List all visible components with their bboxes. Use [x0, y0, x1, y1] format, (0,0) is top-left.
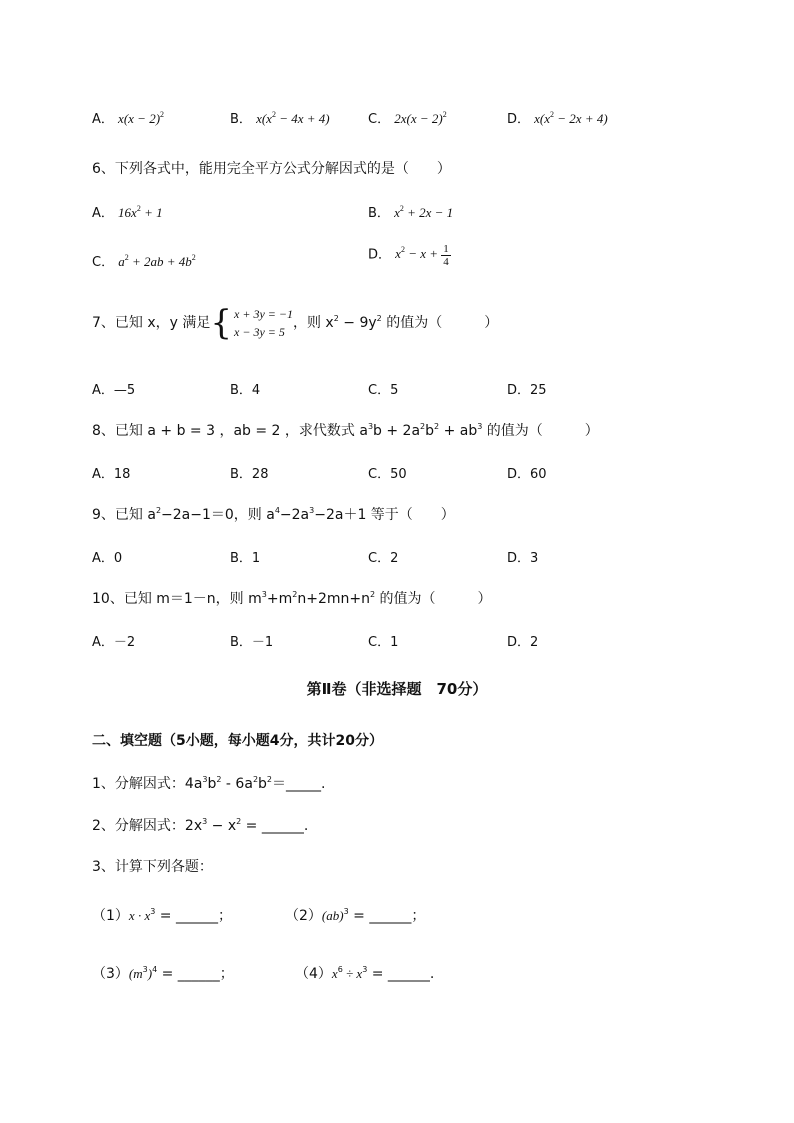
exponent: 2	[136, 204, 141, 213]
exponent: 3	[477, 422, 483, 431]
expr-part: x · x	[128, 908, 151, 923]
sub-label: （2）	[285, 908, 322, 924]
q8-option-b: B．28	[230, 467, 269, 482]
q9-option-a: A．0	[92, 551, 123, 566]
section-title: 第Ⅱ卷（非选择题 70分）	[306, 680, 488, 698]
option-letter: A．	[92, 112, 114, 127]
exponent: 3	[142, 965, 148, 974]
stem-text: −2a	[279, 507, 310, 523]
fill-question-3-4	[295, 963, 434, 983]
exponent: 2	[420, 422, 426, 431]
stem-text: 2、分解因式：2x	[92, 818, 203, 834]
exponent: 2	[191, 253, 196, 262]
option-expression	[534, 111, 608, 126]
exponent: 2	[292, 590, 298, 599]
q8-option-c: C．50	[368, 467, 407, 482]
expr-part: ÷ x	[342, 966, 363, 981]
exponent: 2	[216, 775, 222, 784]
q7-option-d: D．25	[507, 383, 547, 398]
exponent: 2	[400, 245, 405, 255]
stem-text: 7、已知 x，y 满足	[92, 315, 211, 331]
q8-stem	[92, 420, 599, 440]
exponent: 2	[376, 314, 382, 323]
q5-option-d	[507, 108, 608, 127]
option-expression	[256, 111, 330, 126]
q8-option-d: D．60	[507, 467, 547, 482]
exponent: 2	[160, 110, 165, 119]
brace-icon: {	[210, 303, 233, 343]
expr-part: − 2x + 4)	[554, 111, 608, 126]
expr-part: − x +	[404, 246, 442, 262]
answer-blank: = ______；	[155, 908, 232, 924]
exponent: 2	[399, 204, 404, 213]
stem-text: 1、分解因式：4a	[92, 776, 203, 792]
option-letter: C．	[368, 112, 391, 127]
stem-text: b	[425, 423, 435, 439]
fill-question-3-2	[285, 905, 425, 925]
q9-option-c: C．2	[368, 551, 399, 566]
exponent: 3	[202, 775, 208, 784]
exponent: 2	[271, 110, 276, 119]
q7-stem	[92, 305, 498, 341]
exponent: 6	[337, 965, 343, 974]
stem-text: − 9y	[338, 315, 377, 331]
q9-stem	[92, 504, 455, 524]
stem-text: 的值为（ ）	[482, 423, 599, 439]
stem-text: −2a−1＝0，则 a	[161, 507, 275, 523]
exponent: 3	[261, 590, 267, 599]
stem-text: b + 2a	[373, 423, 421, 439]
stem-text: n+2mn+n	[297, 591, 370, 607]
stem-text: −2a＋1 等于（ ）	[314, 507, 455, 523]
exponent: 2	[252, 775, 259, 784]
q9-option-d: D．3	[507, 551, 539, 566]
sub-label: （1）	[92, 908, 129, 924]
exponent: 3	[362, 965, 368, 974]
numerator: 1	[443, 243, 449, 255]
expr-part: 16x	[118, 205, 137, 220]
exponent: 4	[274, 506, 280, 515]
sub-label: （4）	[295, 966, 332, 982]
fill-question-3-1	[92, 905, 232, 925]
exponent: 2	[124, 253, 129, 262]
q5-option-b	[230, 108, 330, 127]
stem-text: + ab	[439, 423, 478, 439]
expr-part: x(x	[534, 111, 551, 126]
exponent: 3	[309, 506, 315, 515]
expr-part: 2x(x − 2)	[394, 111, 443, 126]
exponent: 3	[202, 817, 208, 826]
q6-option-a	[92, 202, 163, 221]
q6-option-b	[368, 202, 453, 221]
equation-1: x + 3y = −1	[234, 307, 293, 321]
expr-part: x(x − 2)	[118, 111, 161, 126]
q10-option-b: B．－1	[230, 635, 274, 650]
q5-option-a	[92, 108, 164, 127]
exponent: 2	[236, 817, 242, 826]
expr-part: (m	[128, 966, 143, 981]
denominator: 4	[443, 256, 449, 268]
option-letter: C．	[92, 255, 115, 270]
expr-part: (ab)	[321, 908, 344, 923]
answer-blank: = ______；	[157, 966, 234, 982]
fill-question-2	[92, 815, 308, 835]
fill-question-3-3	[92, 963, 234, 983]
option-expression	[118, 254, 196, 269]
exponent: 2	[550, 110, 555, 119]
stem-text: - 6a	[221, 776, 253, 792]
option-letter: D．	[368, 247, 392, 263]
exponent: 2	[266, 775, 273, 784]
expr-part: )	[147, 966, 153, 981]
answer-blank: = ______；	[348, 908, 426, 924]
stem-text: 的值为（ ）	[375, 591, 492, 607]
expr-part: x	[331, 966, 338, 981]
option-expression	[394, 205, 453, 220]
stem-text: 的值为（ ）	[381, 315, 499, 331]
exponent: 3	[343, 907, 349, 916]
exponent: 2	[155, 506, 162, 515]
option-letter: A．	[92, 206, 114, 221]
q7-option-c: C．5	[368, 383, 399, 398]
option-expression	[118, 111, 164, 126]
equation-system	[210, 305, 293, 341]
stem-text: = ______.	[241, 818, 309, 834]
stem-text: b	[258, 776, 267, 792]
sub-label: （3）	[92, 966, 129, 982]
fill-question-3: 3、计算下列各题：	[92, 859, 213, 875]
expr-part: + 2ab + 4b	[128, 254, 192, 269]
stem-text: b	[207, 776, 217, 792]
fill-question-1	[92, 773, 325, 793]
stem-text: 10、已知 m＝1－n，则 m	[92, 591, 262, 607]
q6-option-c	[92, 251, 196, 270]
exponent: 2	[333, 314, 339, 323]
expr-part: x	[394, 205, 400, 220]
exponent: 2	[442, 110, 447, 119]
q5-option-c	[368, 108, 447, 127]
stem-text: ，则 x	[292, 315, 334, 331]
expr-part: x	[395, 246, 401, 262]
expr-part: + 2x − 1	[403, 205, 454, 220]
stem-text: +m	[266, 591, 293, 607]
answer-blank: = ______.	[367, 966, 435, 982]
expr-part: − 4x + 4)	[275, 111, 330, 126]
exponent: 2	[369, 590, 376, 599]
q10-stem	[92, 588, 492, 608]
fraction	[441, 243, 451, 268]
exponent: 2	[434, 422, 440, 431]
q6-option-d	[368, 243, 451, 268]
q8-option-a: A．18	[92, 467, 131, 482]
stem-text: ＝_____.	[272, 776, 326, 792]
expr-part: + 1	[140, 205, 163, 220]
exponent: 4	[152, 965, 158, 974]
option-letter: D．	[507, 112, 531, 127]
q9-option-b: B．1	[230, 551, 261, 566]
option-expression	[118, 205, 163, 220]
expr-part: a	[118, 254, 125, 269]
option-expression	[395, 243, 451, 268]
equation-2: x − 3y = 5	[234, 325, 285, 339]
option-letter: B．	[368, 206, 390, 221]
part-title: 二、填空题（5小题，每小题4分，共计20分）	[92, 733, 383, 749]
exponent: 3	[150, 907, 156, 916]
q10-option-d: D．2	[507, 635, 539, 650]
q7-option-b: B．4	[230, 383, 261, 398]
q6-stem: 6、下列各式中，能用完全平方公式分解因式的是（ ）	[92, 161, 451, 177]
q10-option-a: A．－2	[92, 635, 136, 650]
stem-text: 8、已知 a + b = 3 ，ab = 2 ，求代数式 a	[92, 423, 368, 439]
q10-option-c: C．1	[368, 635, 399, 650]
option-expression	[394, 111, 446, 126]
stem-text: 9、已知 a	[92, 507, 156, 523]
q7-option-a: A．—5	[92, 383, 136, 398]
stem-text: − x	[207, 818, 237, 834]
exponent: 3	[367, 422, 374, 431]
option-letter: B．	[230, 112, 252, 127]
expr-part: x(x	[256, 111, 272, 126]
